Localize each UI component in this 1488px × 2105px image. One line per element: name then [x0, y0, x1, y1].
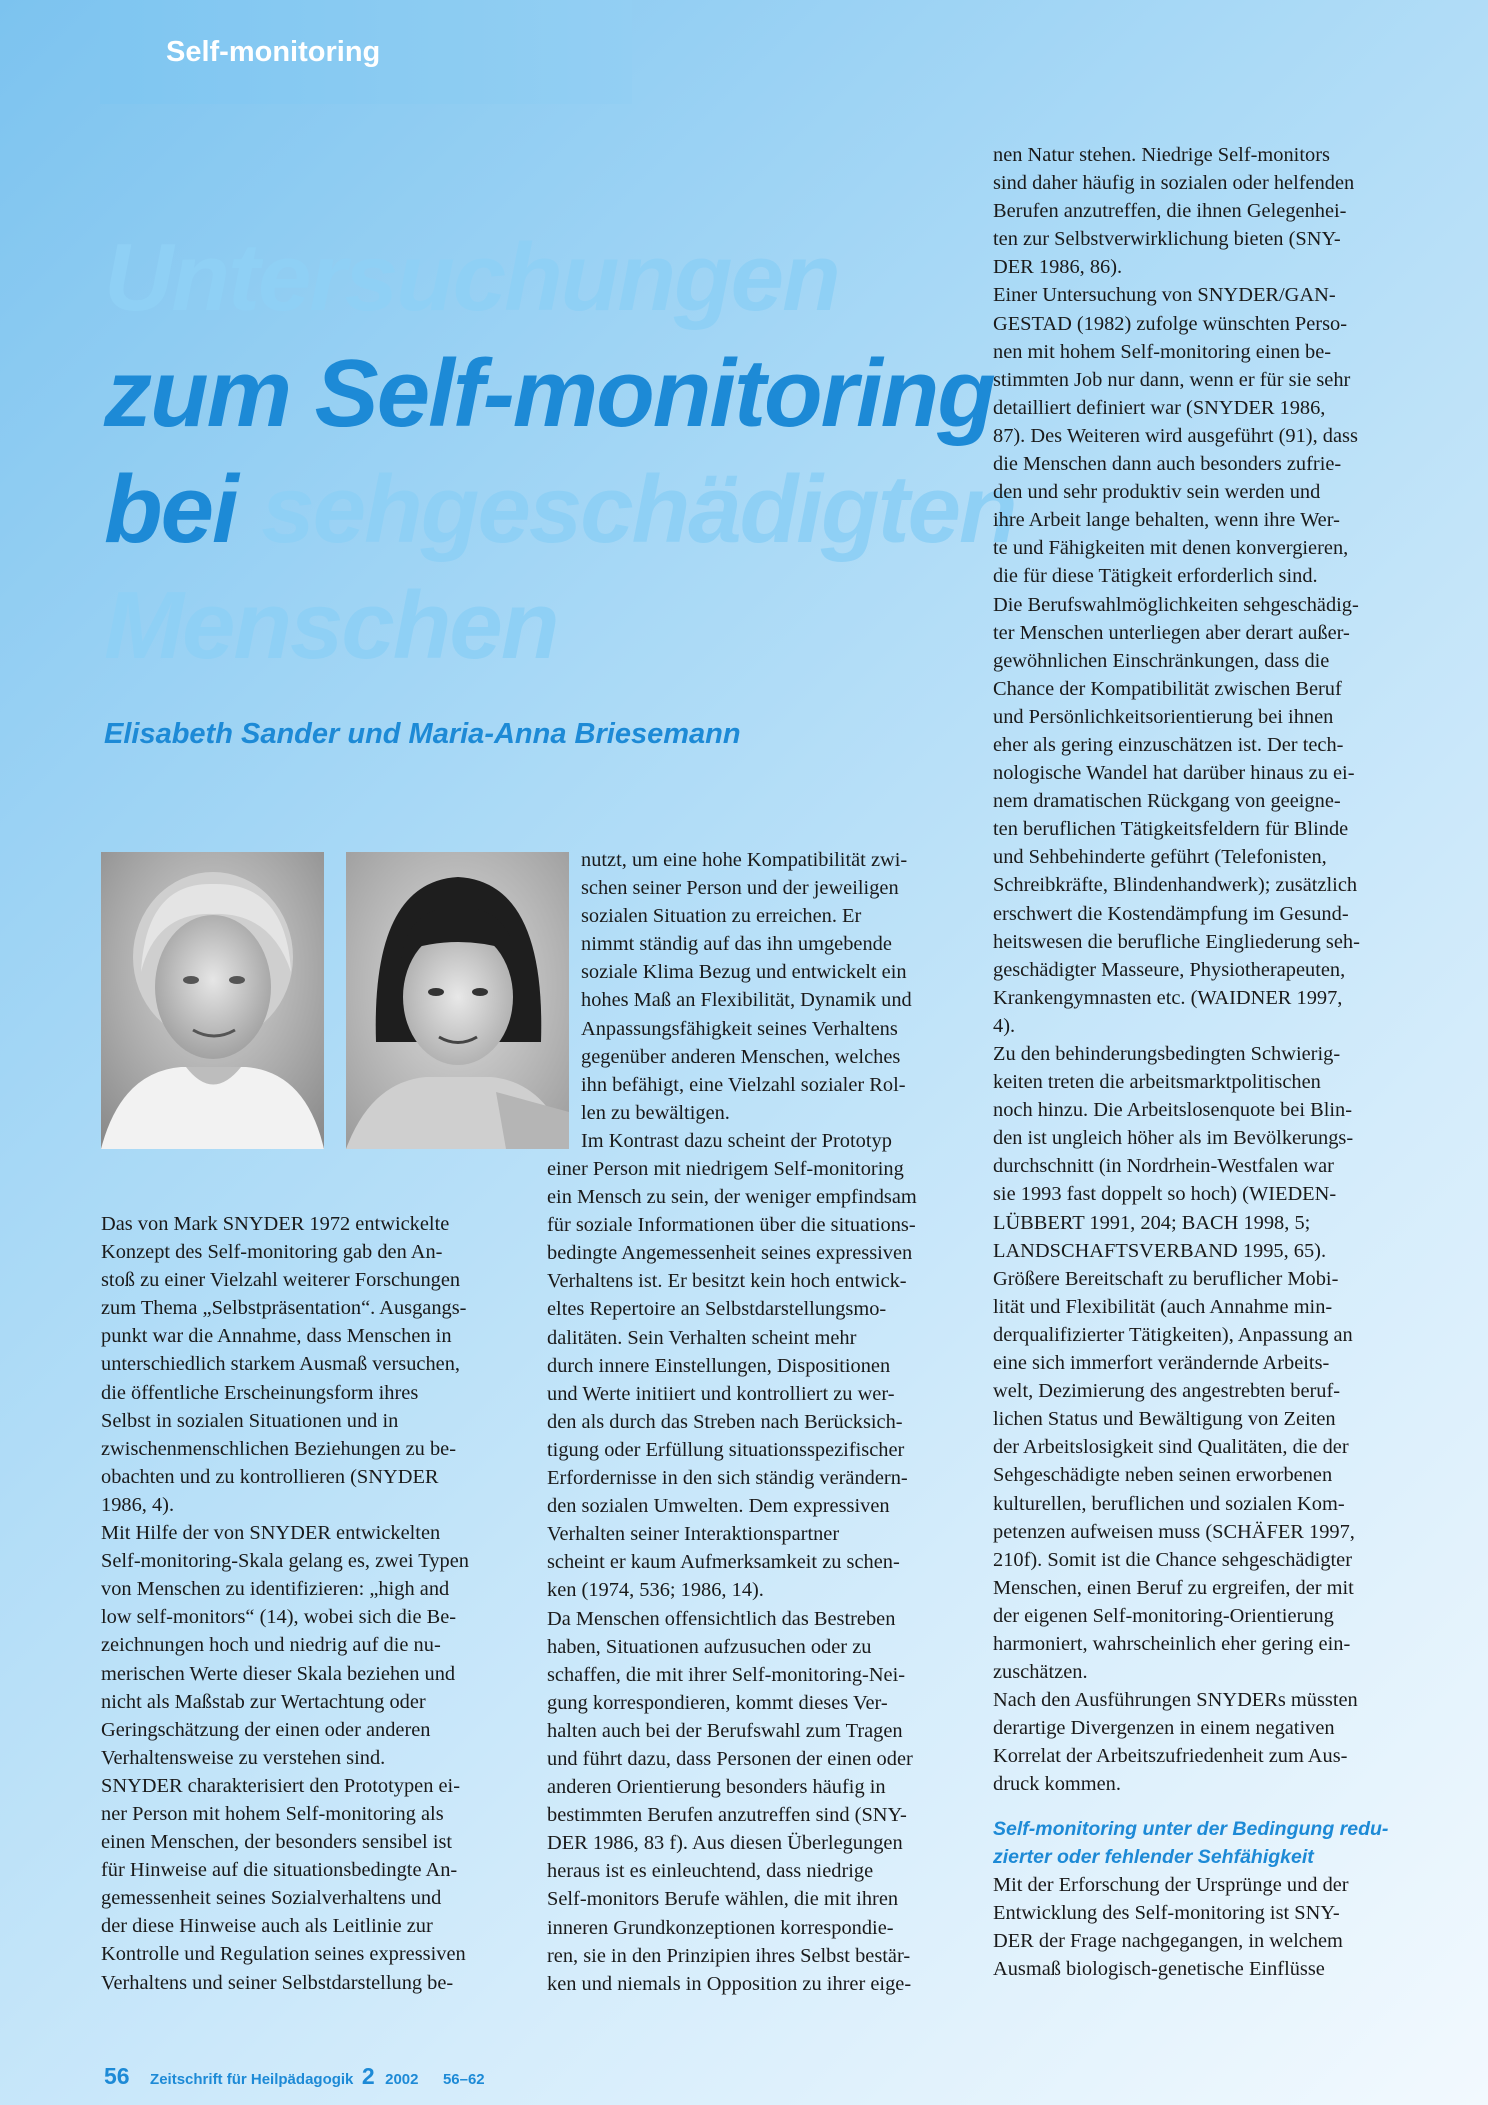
text-line: Im Kontrast dazu scheint der Prototyp — [581, 1129, 892, 1152]
text-line: Ausmaß biologisch-genetische Einflüsse — [993, 1958, 1325, 1980]
text-line: detailliert definiert war (SNYDER 1986, — [993, 396, 1326, 419]
text-line: von Menschen zu identifizieren: „high and — [101, 1578, 450, 1601]
text-line: nen mit hohem Self-monitoring einen be- — [993, 340, 1332, 363]
text-line: harmoniert, wahrscheinlich eher gering ein- — [993, 1632, 1351, 1655]
text-line: nologische Wandel hat darüber hinaus zu ei- — [993, 762, 1355, 785]
authors: Elisabeth Sander und Maria-Anna Briesemann — [104, 718, 741, 750]
title-line-3 — [104, 452, 1016, 568]
text-line: Nach den Ausführungen SNYDERs müssten — [993, 1689, 1358, 1712]
text-line: der eigenen Self-monitoring-Orientierung — [993, 1604, 1334, 1627]
text-line: geschädigter Masseure, Physiotherapeuten, — [993, 958, 1346, 981]
text-line: Verhaltensweise zu verstehen sind. — [101, 1746, 386, 1769]
section-label: Self-monitoring — [166, 36, 381, 68]
text-line: obachten und zu kontrollieren (SNYDER — [101, 1465, 439, 1488]
text-line: welt, Dezimierung des angestrebten beruf- — [993, 1380, 1341, 1403]
text-line: gemessenheit seines Sozialverhaltens und — [101, 1887, 442, 1910]
text-line: sozialen Situation zu erreichen. Er — [581, 905, 862, 928]
text-line: Da Menschen offensichtlich das Bestreben — [547, 1607, 896, 1630]
author-photo-1-image — [101, 852, 324, 1149]
text-line: schaffen, die mit ihrer Self-monitoring-Nei- — [547, 1663, 906, 1686]
author-photo-elisabeth-sander — [101, 852, 324, 1149]
text-line: nutzt, um eine hohe Kompatibilität zwi- — [581, 849, 908, 871]
text-line: 4). — [993, 1014, 1016, 1037]
title-line-3-bei: bei — [104, 456, 237, 563]
text-line: Das von Mark SNYDER 1972 entwickelte — [101, 1213, 450, 1235]
text-line: tigung oder Erfüllung situationsspezifischer — [547, 1438, 905, 1461]
text-line: Sehgeschädigte neben seinen erworbenen — [993, 1464, 1333, 1487]
text-line: 87). Des Weiteren wird ausgeführt (91), dass — [993, 424, 1358, 447]
text-line: SNYDER charakterisiert den Prototypen ei- — [101, 1774, 461, 1797]
text-line: ren, sie in den Prinzipien ihres Selbst bestär- — [547, 1944, 911, 1967]
title-line-3-rest: sehgeschädigten — [261, 456, 1016, 563]
text-line: gewöhnlichen Einschränkungen, dass die — [993, 649, 1330, 672]
text-line: bestimmten Berufen anzutreffen sind (SNY- — [547, 1804, 907, 1827]
text-line: Self-monitors Berufe wählen, die mit ihren — [547, 1888, 899, 1911]
text-line: Chance der Kompatibilität zwischen Beruf — [993, 677, 1342, 700]
text-line: LÜBBERT 1991, 204; BACH 1998, 5; — [993, 1211, 1311, 1234]
text-line: noch hinzu. Die Arbeitslosenquote bei Blin- — [993, 1099, 1353, 1122]
text-line: Kontrolle und Regulation seines expressiven — [101, 1943, 466, 1966]
text-line: kulturellen, beruflichen und sozialen Kom- — [993, 1492, 1345, 1515]
text-line: punkt war die Annahme, dass Menschen in — [101, 1325, 452, 1348]
text-line: ihn befähigt, eine Vielzahl sozialer Rol- — [581, 1073, 906, 1096]
text-line: derartige Divergenzen in einem negativen — [993, 1717, 1335, 1740]
text-line: gung korrespondieren, kommt dieses Ver- — [547, 1691, 888, 1714]
author-photo-maria-anna-briesemann — [346, 852, 569, 1149]
text-line: heitswesen die berufliche Eingliederung seh- — [993, 930, 1360, 953]
text-line: sind daher häufig in sozialen oder helfenden — [993, 172, 1355, 195]
journal-name: Zeitschrift für Heilpädagogik — [150, 2071, 354, 2088]
text-line: eine sich immerfort verändernde Arbeits- — [993, 1352, 1330, 1375]
author-photo-2-image — [346, 852, 569, 1149]
text-line: zeichnungen hoch und niedrig auf die nu- — [101, 1634, 441, 1657]
text-line: te und Fähigkeiten mit denen konvergieren, — [993, 537, 1349, 560]
text-line: ten beruflichen Tätigkeitsfeldern für Blinde — [993, 818, 1349, 841]
text-line: zwischenmenschlichen Beziehungen zu be- — [101, 1437, 456, 1460]
text-line: gegenüber anderen Menschen, welches — [581, 1045, 901, 1068]
text-line: eltes Repertoire an Selbstdarstellungsmo- — [547, 1298, 887, 1321]
text-line: anderen Orientierung besonders häufig in — [547, 1776, 886, 1799]
text-line: nem dramatischen Rückgang von geeigne- — [993, 790, 1341, 813]
text-line: Konzept des Self-monitoring gab den An- — [101, 1241, 443, 1264]
text-line: petenzen aufweisen muss (SCHÄFER 1997, — [993, 1520, 1355, 1543]
text-line: Berufen anzutreffen, die ihnen Gelegenhei- — [993, 200, 1347, 223]
section-header-bar — [100, 0, 632, 104]
text-line: lität und Flexibilität (auch Annahme min- — [993, 1295, 1333, 1318]
article-title — [104, 220, 1016, 684]
text-line: sie 1993 fast doppelt so hoch) (WIEDEN- — [993, 1183, 1337, 1206]
text-line: einer Person mit niedrigem Self-monitoring — [547, 1158, 904, 1180]
text-line: heraus ist es einleuchtend, dass niedrige — [547, 1860, 874, 1883]
text-line: die öffentliche Erscheinungsform ihres — [101, 1381, 419, 1404]
text-line: nen Natur stehen. Niedrige Self-monitors — [993, 144, 1330, 166]
text-line: len zu bewältigen. — [581, 1101, 730, 1124]
text-line: Die Berufswahlmöglichkeiten sehgeschädig- — [993, 593, 1359, 616]
text-line: eher als gering einzuschätzen ist. Der tech- — [993, 733, 1344, 756]
page-footer — [104, 2063, 485, 2090]
text-line: Verhalten seiner Interaktionspartner — [547, 1523, 840, 1546]
text-line: ken (1974, 536; 1986, 14). — [547, 1579, 764, 1602]
text-line: und führt dazu, dass Personen der einen oder — [547, 1747, 913, 1770]
text-line: nicht als Maßstab zur Wertachtung oder — [101, 1690, 426, 1713]
text-line: Verhaltens ist. Er besitzt kein hoch entwick- — [547, 1270, 907, 1293]
text-column-1 — [101, 1210, 469, 1997]
text-line: DER der Frage nachgegangen, in welchem — [993, 1929, 1343, 1952]
text-line: für Hinweise auf die situationsbedingte An- — [101, 1859, 458, 1882]
text-line: bedingte Angemessenheit seines expressiven — [547, 1242, 913, 1265]
text-line: DER 1986, 83 f). Aus diesen Überlegungen — [547, 1832, 903, 1855]
text-line: Geringschätzung der einen oder anderen — [101, 1718, 431, 1741]
title-line-1: Untersuchungen — [104, 224, 839, 331]
text-line: keiten treten die arbeitsmarktpolitischen — [993, 1071, 1321, 1094]
text-line: Zu den behinderungsbedingten Schwierig- — [993, 1043, 1341, 1065]
text-line: den sozialen Umwelten. Dem expressiven — [547, 1495, 890, 1518]
text-line: Anpassungsfähigkeit seines Verhaltens — [581, 1017, 898, 1040]
text-line: ten zur Selbstverwirklichung bieten (SNY- — [993, 228, 1341, 251]
text-line: und Sehbehinderte geführt (Telefonisten, — [993, 846, 1327, 869]
text-line: den ist ungleich höher als im Bevölkerungs- — [993, 1127, 1354, 1150]
text-line: haben, Situationen aufzusuchen oder zu — [547, 1635, 872, 1658]
text-line: 210f). Somit ist die Chance sehgeschädigter — [993, 1548, 1353, 1571]
text-line: den und sehr produktiv sein werden und — [993, 481, 1321, 504]
text-line: low self-monitors“ (14), wobei sich die Be- — [101, 1606, 457, 1629]
text-line: die für diese Tätigkeit erforderlich sind. — [993, 565, 1318, 588]
text-line: zuschätzen. — [993, 1661, 1088, 1684]
text-column-2-lower — [547, 1155, 917, 1998]
text-line: ein Mensch zu sein, der weniger empfindsam — [547, 1186, 917, 1209]
text-line: Krankengymnasten etc. (WAIDNER 1997, — [993, 986, 1343, 1009]
title-line-4: Menschen — [104, 572, 558, 679]
text-line: derqualifizierter Tätigkeiten), Anpassung an — [993, 1323, 1353, 1346]
text-line: der diese Hinweise auch als Leitlinie zur — [101, 1915, 433, 1938]
text-line: soziale Klima Bezug und entwickelt ein — [581, 961, 907, 984]
title-line-2: zum Self-monitoring — [104, 340, 994, 447]
text-line: Mit Hilfe der von SNYDER entwickelten — [101, 1522, 441, 1545]
text-line: Verhaltens und seiner Selbstdarstellung be- — [101, 1971, 454, 1994]
text-line: Entwicklung des Self-monitoring ist SNY- — [993, 1901, 1340, 1924]
text-line: ter Menschen unterliegen aber derart außer- — [993, 621, 1350, 644]
text-line: die Menschen dann auch besonders zufrie- — [993, 453, 1342, 476]
text-line: und Werte initiiert und kontrolliert zu wer- — [547, 1382, 895, 1405]
text-line: hohes Maß an Flexibilität, Dynamik und — [581, 989, 912, 1012]
text-line: Größere Bereitschaft zu beruflicher Mobi- — [993, 1267, 1339, 1290]
text-line: ner Person mit hohem Self-monitoring als — [101, 1802, 444, 1825]
text-line: einen Menschen, der besonders sensibel ist — [101, 1831, 453, 1854]
text-line: GESTAD (1982) zufolge wünschten Perso- — [993, 312, 1347, 335]
text-line: druck kommen. — [993, 1773, 1121, 1796]
text-line: Schreibkräfte, Blindenhandwerk); zusätzlich — [993, 874, 1358, 897]
issue-year: 2002 — [385, 2071, 419, 2088]
page-number: 56 — [104, 2063, 130, 2089]
text-line: Erfordernisse in den sich ständig verändern- — [547, 1467, 908, 1490]
text-line: dalitäten. Sein Verhalten scheint mehr — [547, 1326, 857, 1349]
text-line: scheint er kaum Aufmerksamkeit zu schen- — [547, 1551, 900, 1574]
text-line: zum Thema „Selbstpräsentation“. Ausgangs- — [101, 1297, 467, 1320]
text-line: und Persönlichkeitsorientierung bei ihnen — [993, 705, 1334, 728]
text-line: merischen Werte dieser Skala beziehen und — [101, 1662, 456, 1685]
text-line: durch innere Einstellungen, Dispositionen — [547, 1354, 891, 1377]
text-line: Selbst in sozialen Situationen und in — [101, 1409, 399, 1432]
text-line: DER 1986, 86). — [993, 256, 1123, 279]
text-line: schen seiner Person und der jeweiligen — [581, 877, 899, 900]
text-line: 1986, 4). — [101, 1493, 175, 1516]
text-line: Self-monitoring-Skala gelang es, zwei Typen — [101, 1550, 469, 1573]
text-column-3 — [993, 141, 1388, 1983]
text-line: unterschiedlich starkem Ausmaß versuchen, — [101, 1353, 460, 1376]
page-range: 56–62 — [442, 2071, 485, 2088]
text-line: ken und niemals in Opposition zu ihrer eige- — [547, 1972, 912, 1995]
text-line: den als durch das Streben nach Berücksich- — [547, 1410, 903, 1433]
text-line: Mit der Erforschung der Ursprünge und der — [993, 1873, 1349, 1896]
text-line: nimmt ständig auf das ihn umgebende — [581, 933, 892, 956]
issue-number: 2 — [361, 2063, 375, 2089]
text-line: Korrelat der Arbeitszufriedenheit zum Aus- — [993, 1745, 1348, 1768]
text-line: der Arbeitslosigkeit sind Qualitäten, die der — [993, 1436, 1349, 1459]
text-line: stimmten Job nur dann, wenn er für sie sehr — [993, 368, 1351, 391]
text-line: für soziale Informationen über die situations- — [547, 1214, 916, 1237]
text-line: Einer Untersuchung von SNYDER/GAN- — [993, 284, 1336, 307]
text-line: halten auch bei der Berufswahl zum Tragen — [547, 1719, 903, 1742]
text-line: ihre Arbeit lange behalten, wenn ihre Wer- — [993, 509, 1340, 532]
text-line: lichen Status und Bewältigung von Zeiten — [993, 1408, 1336, 1431]
section-heading-line: Self-monitoring unter der Bedingung redu- — [993, 1817, 1389, 1840]
text-line: LANDSCHAFTSVERBAND 1995, 65). — [993, 1239, 1327, 1262]
text-line: Menschen, einen Beruf zu ergreifen, der mit — [993, 1576, 1354, 1599]
text-line: durchschnitt (in Nordrhein-Westfalen war — [993, 1155, 1334, 1178]
section-heading-line: zierter oder fehlender Sehfähigkeit — [993, 1845, 1314, 1868]
text-line: inneren Grundkonzeptionen korrespondie- — [547, 1916, 894, 1939]
text-column-2-upper — [581, 846, 912, 1155]
text-line: stoß zu einer Vielzahl weiterer Forschungen — [101, 1269, 461, 1292]
text-line: erschwert die Kostendämpfung im Gesund- — [993, 902, 1349, 925]
